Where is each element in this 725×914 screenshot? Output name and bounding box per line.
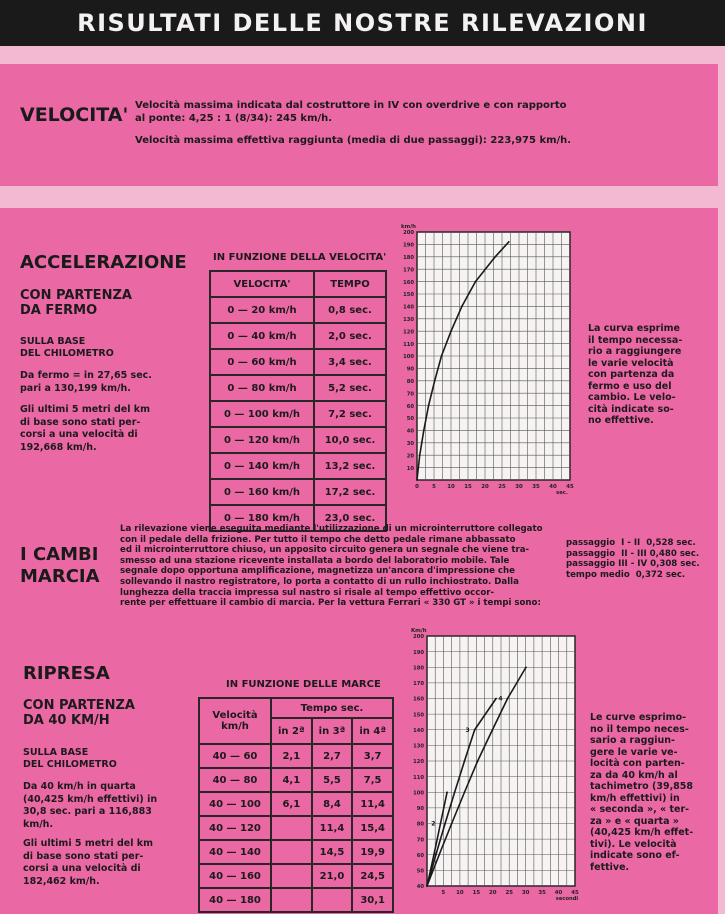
y-tick-label: 30	[406, 441, 414, 447]
x-tick-label: 45	[571, 890, 579, 896]
text-line: passaggio I - II 0,528 sec.	[566, 538, 696, 548]
data-point	[438, 854, 440, 856]
data-point	[435, 854, 437, 856]
y-tick-label: 20	[406, 453, 414, 460]
cell-seconda: 6,1	[271, 792, 312, 816]
y-tick-label: 130	[413, 743, 424, 750]
cell-velocita: 40 — 160	[199, 864, 271, 888]
page-title: RISULTATI DELLE NOSTRE RILEVAZIONI	[77, 9, 648, 37]
table-row	[210, 427, 386, 453]
text-line: passaggio III - IV 0,308 sec.	[566, 559, 700, 570]
text-line: 192,668 km/h.	[20, 441, 97, 453]
y-tick-label: 60	[406, 403, 414, 410]
x-axis-label: secondi	[555, 896, 579, 902]
y-tick-label: 180	[403, 255, 414, 261]
text-line: indicate sono ef-	[590, 850, 680, 861]
cell-tempo: 7,2 sec.	[314, 401, 386, 427]
cell-velocita: 0 — 140 km/h	[210, 453, 314, 479]
cambi-title	[20, 544, 100, 588]
x-tick-label: 45	[566, 484, 574, 490]
cell-velocita: 0 — 40 km/h	[210, 323, 314, 349]
data-point	[423, 430, 425, 432]
data-point	[494, 256, 496, 258]
text-line: ed il microinterruttore chiuso, un apposito circuito genera un segnale che viene tra-	[120, 545, 530, 556]
cell-quarta: 30,1	[352, 888, 393, 912]
ripresa-base-2: DEL CHILOMETRO	[23, 759, 117, 770]
text-line: Da fermo = in 27,65 sec.	[20, 370, 152, 381]
y-tick-label: 190	[403, 242, 414, 249]
data-point	[475, 281, 477, 283]
x-tick-label: 25	[498, 484, 506, 490]
cell-velocita: 0 — 120 km/h	[210, 427, 314, 453]
text-line: locità con parten-	[590, 758, 685, 769]
cell-velocita: 0 — 80 km/h	[210, 375, 314, 401]
y-tick-label: 190	[413, 649, 424, 656]
series-label: 4	[498, 695, 503, 703]
y-tick-label: 70	[406, 391, 414, 398]
accelerazione-base-2: DEL CHILOMETRO	[20, 348, 114, 359]
cell-quarta: 19,9	[352, 840, 393, 864]
velocita-line3: Velocità massima effettiva raggiunta (media di due passaggi): 223,975 km/h.	[135, 135, 572, 146]
y-tick-label: 70	[416, 837, 424, 844]
data-point	[446, 791, 448, 793]
x-tick-label: 40	[549, 484, 557, 490]
x-tick-label: 35	[538, 890, 546, 896]
text-line: con il pedale della frizione. Per tutto il tempo che detto pedale rimane abbassato	[120, 534, 516, 545]
cell-seconda	[271, 840, 312, 864]
text-line: « seconda », « ter-	[590, 804, 690, 815]
text-line: 30,8 sec. pari a 116,883	[23, 806, 152, 817]
text-line: rio a raggiungere	[588, 346, 682, 357]
text-line: tachimetro (39,858	[590, 781, 694, 792]
data-point	[495, 698, 497, 700]
y-tick-label: 100	[413, 790, 424, 797]
cell-tempo: 23,0 sec.	[314, 505, 386, 531]
col-velocita-label: Velocità	[212, 710, 258, 721]
table-row	[199, 888, 393, 912]
cell-quarta: 11,4	[352, 792, 393, 816]
cell-velocita: 40 — 180	[199, 888, 271, 912]
text-line: corsi a una velocità di	[20, 429, 138, 440]
y-tick-label: 110	[403, 341, 414, 348]
cell-seconda	[271, 888, 312, 912]
accelerazione-para-1	[20, 370, 170, 395]
x-tick-label: 10	[456, 890, 464, 896]
text-line: 182,462 km/h.	[23, 875, 100, 887]
text-line: corsi a una velocità di	[23, 863, 141, 874]
data-point	[507, 698, 509, 700]
cell-velocita: 40 — 60	[199, 744, 271, 768]
cell-tempo: 13,2 sec.	[314, 453, 386, 479]
x-axis-label: sec.	[556, 490, 568, 496]
text-line: sollevando il nastro registratore, lo porta a contatto di un rullo inchiostrato. Dalla	[120, 576, 519, 587]
x-tick-label: 5	[432, 484, 436, 490]
accelerazione-caption	[588, 323, 713, 427]
text-line: za » e « quarta »	[590, 815, 679, 827]
text-line: km/h.	[23, 818, 54, 830]
data-point	[433, 854, 435, 856]
cell-terza	[312, 888, 353, 912]
data-point	[508, 241, 510, 243]
data-point	[451, 823, 453, 825]
y-tick-label: 50	[416, 868, 424, 875]
cell-quarta: 15,4	[352, 816, 393, 840]
cell-tempo: 10,0 sec.	[314, 427, 386, 453]
table-row	[199, 792, 393, 816]
y-tick-label: 130	[403, 317, 414, 323]
table-row	[210, 297, 386, 323]
accelerazione-para-2	[20, 404, 170, 454]
accelerazione-subtitle-1: CON PARTENZA	[20, 288, 132, 303]
y-axis-label: Km/h	[411, 628, 427, 634]
ripresa-caption	[590, 712, 715, 873]
y-tick-label: 50	[406, 416, 414, 423]
text-line: smesso ad una stazione ricevente installata a bordo del laboratorio mobile. Tale	[120, 555, 510, 566]
ripresa-table-caption: IN FUNZIONE DELLE MARCE	[226, 679, 381, 690]
accelerazione-table-caption: IN FUNZIONE DELLA VELOCITA'	[213, 252, 387, 263]
x-tick-label: 35	[532, 484, 540, 490]
cell-quarta: 7,5	[352, 768, 393, 792]
accelerazione-table	[209, 270, 387, 532]
text-line: Le curve esprimo-	[590, 712, 687, 723]
y-tick-label: 120	[413, 759, 424, 766]
y-tick-label: 140	[403, 304, 414, 311]
cell-tempo: 17,2 sec.	[314, 479, 386, 505]
text-line: Gli ultimi 5 metri del km	[23, 838, 153, 849]
text-line: (40,425 km/h effet-	[590, 827, 694, 838]
table-row	[210, 401, 386, 427]
data-point	[444, 823, 446, 825]
y-tick-label: 200	[403, 230, 414, 237]
data-point	[440, 823, 442, 825]
text-line: Da 40 km/h in quarta	[23, 781, 136, 792]
y-tick-label: 150	[403, 292, 414, 299]
ripresa-table	[198, 697, 394, 913]
table-row	[210, 323, 386, 349]
data-point	[419, 454, 421, 456]
table-row	[210, 453, 386, 479]
cell-terza: 8,4	[312, 792, 353, 816]
y-tick-label: 180	[413, 665, 424, 672]
text-line: no il tempo neces-	[590, 723, 689, 735]
text-line: pari a 130,199 km/h.	[20, 382, 131, 394]
data-point	[477, 760, 479, 762]
ripresa-para-1	[23, 781, 173, 831]
text-line: di base sono stati per-	[20, 416, 141, 428]
y-tick-label: 120	[403, 329, 414, 336]
cell-velocita: 0 — 100 km/h	[210, 401, 314, 427]
cell-velocita: 0 — 60 km/h	[210, 349, 314, 375]
x-tick-label: 10	[447, 484, 455, 490]
data-point	[464, 791, 466, 793]
y-tick-label: 200	[413, 634, 424, 641]
series-label: 3	[465, 726, 470, 734]
y-tick-label: 100	[403, 354, 414, 361]
table-row	[210, 479, 386, 505]
col-velocita-header	[199, 698, 271, 744]
cell-seconda: 4,1	[271, 768, 312, 792]
text-line: km/h effettivi) in	[590, 792, 680, 804]
text-line: (40,425 km/h effettivi) in	[23, 793, 158, 805]
cell-quarta: 3,7	[352, 744, 393, 768]
x-tick-label: 15	[472, 890, 481, 896]
text-line: za da 40 km/h al	[590, 769, 678, 781]
ripresa-title: RIPRESA	[23, 663, 110, 684]
cell-seconda	[271, 864, 312, 888]
y-tick-label: 140	[413, 727, 424, 734]
col-velocita-header: VELOCITA'	[210, 271, 314, 297]
y-tick-label: 170	[403, 267, 414, 274]
data-point	[428, 405, 430, 407]
y-tick-label: 40	[416, 884, 424, 891]
data-point	[441, 355, 443, 357]
y-tick-label: 60	[416, 852, 424, 859]
col-velocita-unit: km/h	[221, 721, 249, 732]
text-line: gere le varie ve-	[590, 746, 678, 758]
y-axis-label: km/h	[401, 224, 417, 230]
table-row	[199, 768, 393, 792]
y-tick-label: 160	[403, 279, 414, 286]
x-tick-label: 25	[505, 890, 513, 896]
table-row	[199, 816, 393, 840]
data-point	[492, 729, 494, 731]
cambi-paragraph	[120, 524, 572, 609]
text-line: no effettive.	[588, 415, 654, 426]
text-line: cambio. Le velo-	[588, 392, 676, 403]
cell-velocita: 0 — 180 km/h	[210, 505, 314, 531]
ripresa-para-2	[23, 838, 173, 888]
cell-velocita: 40 — 80	[199, 768, 271, 792]
cell-velocita: 40 — 140	[199, 840, 271, 864]
text-line: le varie velocità	[588, 357, 674, 369]
series-label: 2	[431, 820, 436, 828]
text-line: Gli ultimi 5 metri del km	[20, 404, 150, 415]
x-tick-label: 20	[489, 890, 497, 896]
x-tick-label: 15	[464, 484, 472, 490]
text-line: La curva esprime	[588, 323, 680, 334]
table-row	[199, 840, 393, 864]
x-tick-label: 40	[554, 890, 563, 896]
x-tick-label: 0	[415, 484, 419, 490]
table-row	[199, 744, 393, 768]
ripresa-base-1: SULLA BASE	[23, 747, 89, 758]
acceleration-chart	[395, 220, 580, 498]
y-tick-label: 10	[406, 465, 414, 472]
y-tick-label: 90	[406, 366, 414, 373]
cell-terza: 11,4	[312, 816, 353, 840]
text-line: con partenza da	[588, 369, 675, 380]
cell-velocita: 40 — 120	[199, 816, 271, 840]
text-line: tivi). Le velocità	[590, 838, 677, 850]
cambi-title-line2: MARCIA	[20, 566, 100, 587]
text-line: passaggio II - III 0,480 sec.	[566, 548, 700, 559]
accelerazione-base-1: SULLA BASE	[20, 336, 86, 347]
ripresa-chart	[405, 624, 585, 904]
y-tick-label: 90	[416, 806, 424, 813]
ripresa-subtitle-1: CON PARTENZA	[23, 698, 135, 713]
col-terza-header: in 3ª	[312, 718, 353, 744]
cambi-results	[566, 538, 716, 580]
text-line: di base sono stati per-	[23, 850, 144, 862]
cell-terza: 5,5	[312, 768, 353, 792]
cell-seconda	[271, 816, 312, 840]
y-tick-label: 80	[416, 821, 424, 828]
data-point	[450, 330, 452, 332]
cell-seconda: 2,1	[271, 744, 312, 768]
text-line: lunghezza della traccia impressa sul nastro si risale al tempo effettivo occor-	[120, 587, 495, 598]
y-tick-label: 40	[406, 428, 414, 435]
x-tick-label: 5	[441, 890, 446, 896]
data-point	[434, 380, 436, 382]
y-tick-label: 110	[413, 774, 424, 781]
table-row	[199, 864, 393, 888]
data-point	[461, 306, 463, 308]
cell-tempo: 2,0 sec.	[314, 323, 386, 349]
cell-terza: 21,0	[312, 864, 353, 888]
text-line: cità indicate so-	[588, 403, 674, 415]
text-line: tempo medio 0,372 sec.	[566, 569, 686, 580]
cell-velocita: 0 — 160 km/h	[210, 479, 314, 505]
cell-velocita: 40 — 100	[199, 792, 271, 816]
text-line: fettive.	[590, 861, 630, 873]
cell-tempo: 0,8 sec.	[314, 297, 386, 323]
y-tick-label: 150	[413, 712, 424, 719]
cell-tempo: 5,2 sec.	[314, 375, 386, 401]
table-header-row	[210, 271, 386, 297]
cell-quarta: 24,5	[352, 864, 393, 888]
accelerazione-title: ACCELERAZIONE	[20, 252, 187, 273]
table-header-row	[199, 698, 393, 718]
cell-terza: 2,7	[312, 744, 353, 768]
col-tempo-header: TEMPO	[314, 271, 386, 297]
data-point	[464, 760, 466, 762]
y-tick-label: 80	[406, 379, 414, 385]
text-line: La rilevazione viene eseguita mediante l'utilizzazione di un microinterruttore collegato	[120, 524, 543, 534]
data-point	[426, 885, 428, 887]
velocita-line2: al ponte: 4,25 : 1 (8/34): 245 km/h.	[135, 113, 333, 124]
header-bar	[0, 0, 725, 46]
cell-velocita: 0 — 20 km/h	[210, 297, 314, 323]
col-quarta-header: in 4ª	[352, 718, 393, 744]
col-seconda-header: in 2ª	[271, 718, 312, 744]
velocita-line1: Velocità massima indicata dal costruttore in IV con overdrive e con rapporto	[135, 100, 567, 111]
ripresa-subtitle-2: DA 40 KM/H	[23, 713, 110, 728]
text-line: il tempo necessa-	[588, 334, 683, 346]
data-point	[454, 791, 456, 793]
table-row	[210, 349, 386, 375]
text-line: fermo e uso del	[588, 380, 672, 392]
text-line: segnale dopo opportuna amplificazione, magnetizza un'ancora d'impressione che	[120, 566, 515, 577]
col-tempo-group-header: Tempo sec.	[271, 698, 393, 718]
cell-tempo: 3,4 sec.	[314, 349, 386, 375]
accelerazione-subtitle-2: DA FERMO	[20, 303, 98, 318]
cell-terza: 14,5	[312, 840, 353, 864]
velocita-title: VELOCITA'	[20, 104, 129, 126]
data-point	[474, 729, 476, 731]
y-tick-label: 170	[413, 681, 424, 688]
y-tick-label: 160	[413, 696, 424, 703]
table-row	[210, 375, 386, 401]
x-tick-label: 20	[481, 484, 489, 490]
x-tick-label: 30	[521, 890, 530, 896]
data-point	[416, 479, 418, 481]
data-point	[525, 666, 527, 668]
x-tick-label: 30	[515, 484, 523, 490]
cambi-title-line1: I CAMBI	[20, 544, 99, 565]
text-line: rente per effettuare il cambio di marcia. Per la vettura Ferrari « 330 GT » i tempi sono:	[120, 598, 541, 609]
text-line: sario a raggiun-	[590, 735, 675, 746]
